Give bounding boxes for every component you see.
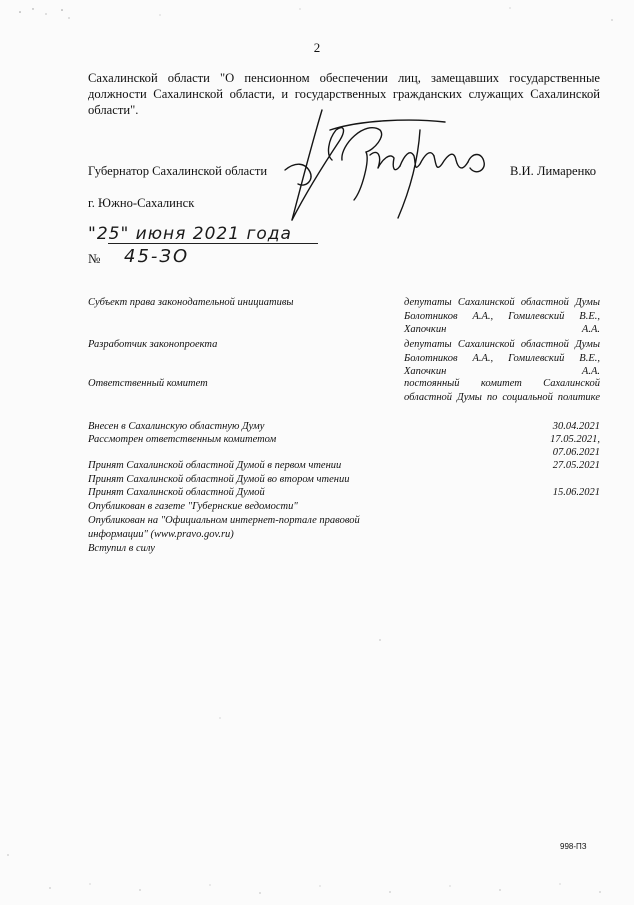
meta-value: депутаты Сахалинской областной Думы Болотников А.А., Гомилевский В.Е., Хапочкин А.А. <box>404 297 600 335</box>
meta-label: Принят Сахалинской областной Думой во втором чтении <box>88 474 350 485</box>
meta-value: 27.05.2021 <box>552 460 600 471</box>
handwritten-number: 45-ЗО <box>124 246 190 267</box>
meta-label: Опубликован в газете "Губернские ведомости" <box>88 501 298 512</box>
meta-value: 15.06.2021 <box>552 487 600 498</box>
document-code: 998-ПЗ <box>560 842 587 851</box>
meta-label: Принят Сахалинской областной Думой <box>88 487 265 498</box>
page-number: 2 <box>313 40 321 55</box>
meta-label: Субъект права законодательной инициативы <box>88 297 294 308</box>
number-label: № <box>88 251 101 266</box>
meta-value: депутаты Сахалинской областной Думы Болотников А.А., Гомилевский В.Е., Хапочкин А.А. <box>404 339 600 377</box>
city-line: г. Южно-Сахалинск <box>88 196 195 210</box>
document-paragraph: Сахалинской области "О пенсионном обеспечении лиц, замещавших государственные должности Сахалинской области, и государственных гражданских служащих Сахалинской области". <box>88 71 600 117</box>
meta-label: Ответственный комитет <box>88 378 208 389</box>
meta-value: 07.06.2021 <box>552 447 600 458</box>
meta-value: постоянный комитет Сахалинской областной Думы по социальной политике <box>404 378 600 403</box>
meta-label: Внесен в Сахалинскую областную Думу <box>88 421 265 432</box>
meta-label: Вступил в силу <box>88 543 155 554</box>
meta-label: Принят Сахалинской областной Думой в первом чтении <box>88 460 342 471</box>
date-underline <box>108 243 318 244</box>
handwritten-signature <box>270 100 510 230</box>
meta-label: Рассмотрен ответственным комитетом <box>88 434 277 445</box>
meta-label: Разработчик законопроекта <box>88 339 218 350</box>
meta-value: 30.04.2021 <box>552 421 600 432</box>
governor-title: Губернатор Сахалинской области <box>88 164 268 178</box>
meta-value: 17.05.2021, <box>550 434 600 445</box>
handwritten-date: "25" июня 2021 года <box>88 224 292 244</box>
governor-name: В.И. Лимаренко <box>510 164 597 178</box>
meta-label: Опубликован на "Официальном интернет-портале правовой информации" (www.pravo.gov.ru) <box>88 515 360 540</box>
